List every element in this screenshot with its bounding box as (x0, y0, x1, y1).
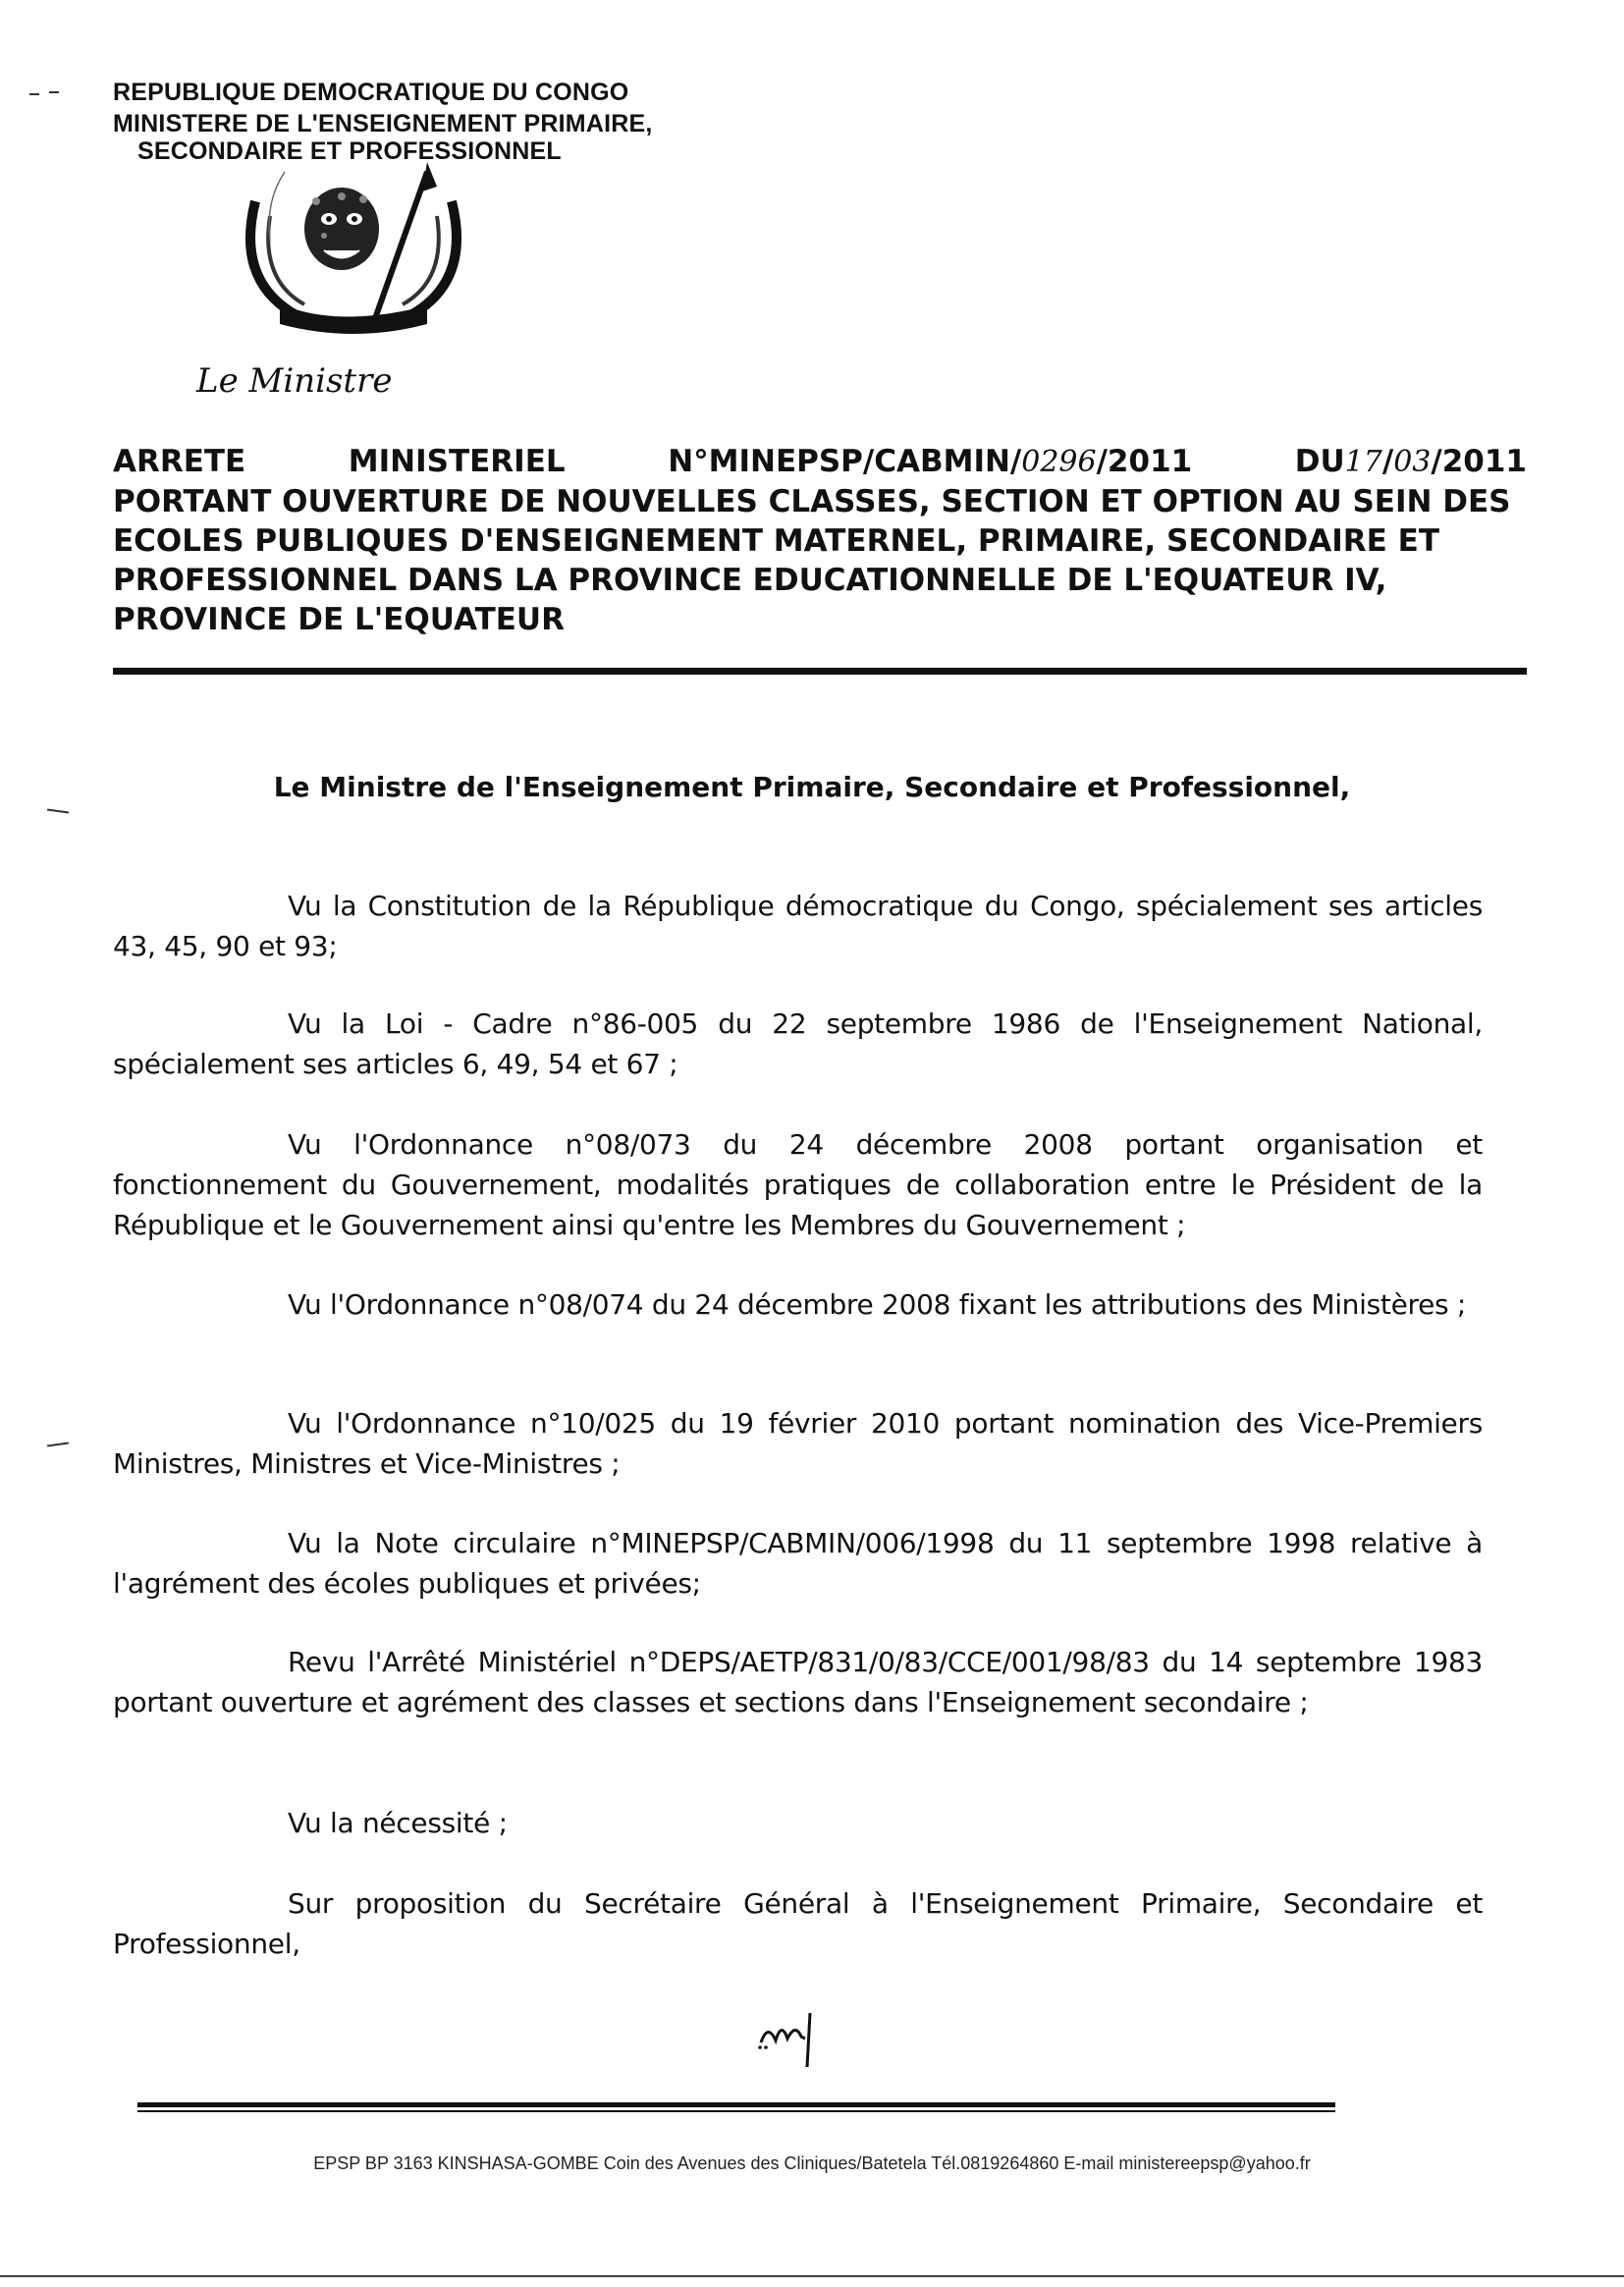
scan-mark (29, 93, 39, 95)
decree-number-prefix: N°MINEPSP/CABMIN/ (668, 444, 1022, 479)
recital-ordonnance-073: Vu l'Ordonnance n°08/073 du 24 décembre 2008 portant organisation et fonctionnement du Gouvernement, modalités pratiques de collaboration entre le Président de la République et le Gouvernement ainsi qu'entre les Membres du Gouvernement ; (113, 1128, 1483, 1241)
header-republic: REPUBLIQUE DEMOCRATIQUE DU CONGO (113, 79, 629, 106)
title-line-2-text: PORTANT OUVERTURE DE NOUVELLES CLASSES, SECTION ET OPTION AU SEIN DES (113, 484, 1511, 519)
title-line-3 (113, 521, 1527, 561)
footer-rule-top (137, 2102, 1335, 2107)
decree-title (113, 442, 1527, 639)
recital-arrete-1983: Revu l'Arrêté Ministériel n°DEPS/AETP/831/0/83/CCE/001/98/83 du 14 septembre 1983 portant ouverture et agrément des classes et sections dans l'Enseignement secondaire ; (113, 1646, 1483, 1718)
recital-ordonnance-025: Vu l'Ordonnance n°10/025 du 19 février 2010 portant nomination des Vice-Premiers Ministres, Ministres et Vice-Ministres ; (113, 1407, 1483, 1480)
recital-loi-cadre: Vu la Loi - Cadre n°86-005 du 22 septembre 1986 de l'Enseignement National, spécialement ses articles 6, 49, 54 et 67 ; (113, 1007, 1483, 1080)
header-ministry-cont: SECONDAIRE ET PROFESSIONNEL (137, 137, 562, 165)
decree-date: DU17/03/2011 (1294, 444, 1527, 479)
recital-constitution: Vu la Constitution de la République démocratique du Congo, spécialement ses articles 43, 45, 90 et 93; (113, 890, 1483, 962)
footer-rule-bottom (137, 2110, 1335, 2112)
title-line-3-text: ECOLES PUBLIQUES D'ENSEIGNEMENT MATERNEL, PRIMAIRE, SECONDAIRE ET (113, 523, 1439, 559)
scan-mark (47, 1442, 69, 1446)
page-bottom-edge (0, 2275, 1624, 2277)
decree-day-handwritten: 17 (1344, 445, 1382, 479)
header-ministry: MINISTERE DE L'ENSEIGNEMENT PRIMAIRE, (113, 110, 653, 137)
recital-ordonnance-074: Vu l'Ordonnance n°08/074 du 24 décembre 2008 fixant les attributions des Ministères ; (288, 1288, 1467, 1321)
minister-signature-title: Le Ministre (196, 361, 393, 401)
drc-coat-of-arms-icon (226, 162, 481, 358)
decree-number-suffix: /2011 (1096, 444, 1193, 479)
recital-proposition: Sur proposition du Secrétaire Général à l'Enseignement Primaire, Secondaire et Professionnel, (113, 1887, 1483, 1960)
recital-note-circulaire: Vu la Note circulaire n°MINEPSP/CABMIN/006/1998 du 11 septembre 1998 relative à l'agrément des écoles publiques et privées; (113, 1527, 1483, 1600)
decree-number (668, 442, 1192, 482)
minister-preamble: Le Ministre de l'Enseignement Primaire, Secondaire et Professionnel, (273, 771, 1351, 803)
handwritten-initials-icon (756, 2003, 835, 2072)
decree-number-handwritten: 0296 (1021, 445, 1097, 479)
title-divider (113, 668, 1527, 675)
title-line-5-text: PROVINCE DE L'EQUATEUR (113, 602, 565, 637)
title-line-2 (113, 482, 1527, 521)
recital-necessite: Vu la nécessité ; (288, 1807, 508, 1839)
title-line-5 (113, 600, 1527, 639)
decree-number-row (113, 442, 1527, 482)
title-line-4-text: PROFESSIONNEL DANS LA PROVINCE EDUCATIONNELLE DE L'EQUATEUR IV, (113, 563, 1387, 598)
title-ministeriel: MINISTERIEL (348, 444, 566, 479)
title-arrete: ARRETE (113, 444, 246, 479)
scan-mark (47, 808, 69, 813)
decree-date-suffix: /2011 (1431, 444, 1527, 479)
decree-date-du: DU (1294, 444, 1345, 479)
footer-contact: EPSP BP 3163 KINSHASA-GOMBE Coin des Avenues des Cliniques/Batetela Tél.0819264860 E-mail ministereepsp@yahoo.fr (313, 2153, 1311, 2173)
title-line-4 (113, 561, 1527, 600)
scan-mark (49, 91, 59, 93)
decree-month-handwritten: 03 (1393, 445, 1432, 479)
